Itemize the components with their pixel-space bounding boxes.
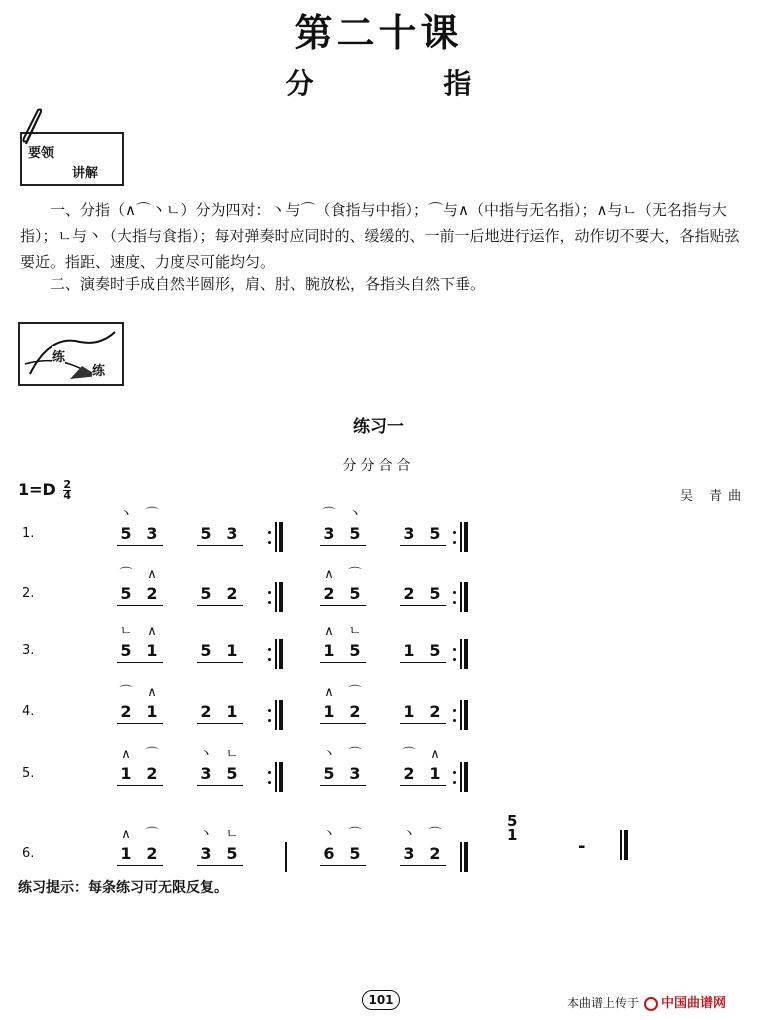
barline-thin <box>460 700 462 730</box>
notes <box>195 702 251 722</box>
final-chord-top-note: 5 <box>507 812 518 830</box>
fingering-mark: 丶 <box>199 747 213 762</box>
fingering-mark: 丶 <box>348 507 362 522</box>
barline-thin <box>275 522 277 552</box>
notes <box>398 844 454 864</box>
measure <box>195 508 251 558</box>
fingering-mark: ∧ <box>324 567 334 582</box>
measure <box>195 625 251 675</box>
fingering-mark: ㄴ <box>225 747 239 762</box>
barline-thick <box>464 639 468 669</box>
note: 5 <box>120 584 132 603</box>
practice-tip: 练习提示：每条练习可无限反复。 <box>18 880 228 896</box>
notes <box>115 702 171 722</box>
eighth-underline <box>117 605 163 606</box>
lesson-title: 第二十课 <box>294 10 463 55</box>
barline-thick <box>464 582 468 612</box>
measure <box>398 568 454 618</box>
notes <box>318 764 374 784</box>
row-number: 2. <box>22 586 35 601</box>
note: 2 <box>146 584 158 603</box>
notes <box>398 641 454 661</box>
notes <box>115 764 171 784</box>
note: 5 <box>323 764 335 783</box>
notes <box>195 584 251 604</box>
fingering-mark: ⌒ <box>145 827 159 842</box>
measure <box>318 508 374 558</box>
note: 2 <box>146 844 158 863</box>
note: 3 <box>226 524 238 543</box>
notes <box>318 641 374 661</box>
note: 5 <box>429 584 441 603</box>
measure <box>318 625 374 675</box>
lesson-subtitle: 分 指 <box>285 67 532 100</box>
barline-thin <box>460 762 462 792</box>
repeat-dot <box>268 541 271 544</box>
fingering-mark: ⌒ <box>348 747 362 762</box>
note: 2 <box>146 764 158 783</box>
eighth-underline <box>117 662 163 663</box>
fingering-mark: ㄴ <box>119 624 133 639</box>
measure <box>318 748 374 798</box>
paragraph-2: 二、演奏时手成自然半圆形，肩、肘、腕放松，各指头自然下垂。 <box>50 275 486 293</box>
eighth-underline <box>197 545 243 546</box>
practice-label-line2: 练 <box>92 360 105 379</box>
measure <box>115 568 171 618</box>
final-chord-bottom-note: 1 <box>507 826 518 844</box>
note: 5 <box>429 641 441 660</box>
note: 5 <box>349 844 361 863</box>
fingering-mark: ⌒ <box>402 747 416 762</box>
exercise-subheading: 分分合合 <box>342 458 415 474</box>
note: 2 <box>226 584 238 603</box>
paragraph-1: 一、分指（∧⌒丶ㄴ）分为四对：丶与⌒（食指与中指）；⌒与∧（中指与无名指）；∧与ㄴ（无名指与大指）；ㄴ与丶（大指与食指）；每对弹奏时应同时的、缓缓的、一前一后地进行运作，动作切不要大，各指贴弦要近。指距、速度、力度尽可能均匀。 <box>20 201 740 271</box>
measure <box>398 625 454 675</box>
barline-thin <box>275 762 277 792</box>
fingering-mark: ⌒ <box>428 827 442 842</box>
time-top: 2 <box>63 478 72 491</box>
barline-thin <box>460 522 462 552</box>
fingering-mark: ⌒ <box>119 567 133 582</box>
fingering-mark: ⌒ <box>348 827 362 842</box>
sustain-dash: - <box>578 836 586 857</box>
measure <box>195 828 251 878</box>
barline-thin <box>275 639 277 669</box>
repeat-dot <box>453 648 456 651</box>
fingering-mark: 丶 <box>402 827 416 842</box>
measure <box>195 748 251 798</box>
fingering-mark: ∧ <box>147 624 157 639</box>
fingering-mark: ∧ <box>121 747 131 762</box>
fingering-mark: ⌒ <box>348 567 362 582</box>
notes <box>318 702 374 722</box>
repeat-dot <box>453 709 456 712</box>
eighth-underline <box>400 605 446 606</box>
note: 1 <box>429 764 441 783</box>
note: 1 <box>120 764 132 783</box>
notes <box>115 844 171 864</box>
section-label-line2: 讲解 <box>72 166 99 181</box>
eighth-underline <box>400 545 446 546</box>
note: 1 <box>323 702 335 721</box>
measure <box>115 508 171 558</box>
measure <box>115 748 171 798</box>
eighth-underline <box>320 662 366 663</box>
note: 5 <box>226 844 238 863</box>
note: 3 <box>146 524 158 543</box>
note: 1 <box>120 844 132 863</box>
note: 2 <box>200 702 212 721</box>
fingering-mark: ∧ <box>430 747 440 762</box>
eighth-underline <box>320 545 366 546</box>
note: 2 <box>120 702 132 721</box>
logo-icon <box>644 997 658 1011</box>
repeat-dot <box>268 531 271 534</box>
eighth-underline <box>197 605 243 606</box>
note: 1 <box>226 702 238 721</box>
note: 3 <box>200 844 212 863</box>
note: 5 <box>120 524 132 543</box>
measure <box>318 568 374 618</box>
note: 2 <box>403 764 415 783</box>
note: 5 <box>349 584 361 603</box>
repeat-dot <box>268 601 271 604</box>
logo-text: 中国曲谱网 <box>661 996 727 1011</box>
barline-thick <box>279 522 283 552</box>
fingering-mark: ㄴ <box>225 827 239 842</box>
measure <box>398 686 454 736</box>
barline-thin <box>275 700 277 730</box>
fingering-mark: 丶 <box>322 827 336 842</box>
measure <box>398 828 454 878</box>
notes <box>115 524 171 544</box>
measure <box>115 686 171 736</box>
notes <box>318 844 374 864</box>
fingering-mark: ⌒ <box>119 685 133 700</box>
note: 1 <box>146 641 158 660</box>
eighth-underline <box>117 865 163 866</box>
notes <box>398 584 454 604</box>
notes <box>318 524 374 544</box>
fingering-mark: ∧ <box>324 624 334 639</box>
fingering-mark: ∧ <box>147 567 157 582</box>
site-logo <box>644 992 726 1011</box>
barline-thick <box>464 842 468 872</box>
repeat-dot <box>268 658 271 661</box>
measure <box>398 508 454 558</box>
eighth-underline <box>400 785 446 786</box>
repeat-dot <box>453 601 456 604</box>
eighth-underline <box>117 723 163 724</box>
barline-thick <box>464 762 468 792</box>
notes <box>115 584 171 604</box>
row-number: 5. <box>22 766 35 781</box>
eighth-underline <box>400 865 446 866</box>
eighth-underline <box>320 785 366 786</box>
row-number: 1. <box>22 526 35 541</box>
page-number: 101 <box>362 990 400 1010</box>
row-number: 6. <box>22 846 35 861</box>
note: 5 <box>349 524 361 543</box>
note: 5 <box>120 641 132 660</box>
measure <box>318 828 374 878</box>
repeat-dot <box>453 781 456 784</box>
fingering-mark: ⌒ <box>348 685 362 700</box>
notes <box>195 641 251 661</box>
final-chord <box>507 814 517 842</box>
note: 1 <box>226 641 238 660</box>
note: 1 <box>403 702 415 721</box>
measure <box>318 686 374 736</box>
eighth-underline <box>400 662 446 663</box>
measure <box>398 748 454 798</box>
eighth-underline <box>117 545 163 546</box>
notes <box>318 584 374 604</box>
composer-credit: 吴 青曲 <box>680 489 748 504</box>
repeat-dot <box>453 531 456 534</box>
note: 3 <box>200 764 212 783</box>
practice-label-line1: 练 <box>52 346 65 365</box>
note: 1 <box>403 641 415 660</box>
note: 5 <box>349 641 361 660</box>
measure <box>115 625 171 675</box>
eighth-underline <box>400 723 446 724</box>
barline-thin <box>460 639 462 669</box>
note: 5 <box>429 524 441 543</box>
measure <box>195 686 251 736</box>
notes <box>195 524 251 544</box>
practice-illustration-icon <box>20 324 122 384</box>
note: 3 <box>349 764 361 783</box>
note: 2 <box>349 702 361 721</box>
eighth-underline <box>320 605 366 606</box>
notes <box>195 764 251 784</box>
note: 6 <box>323 844 335 863</box>
eighth-underline <box>197 785 243 786</box>
key-text: 1=D <box>18 480 56 499</box>
repeat-dot <box>268 781 271 784</box>
row-number: 3. <box>22 643 35 658</box>
time-signature <box>63 480 71 501</box>
eighth-underline <box>117 785 163 786</box>
repeat-dot <box>268 719 271 722</box>
note: 2 <box>429 844 441 863</box>
eighth-underline <box>320 723 366 724</box>
note: 3 <box>403 844 415 863</box>
note: 3 <box>403 524 415 543</box>
barline-thin <box>460 842 462 872</box>
repeat-dot <box>453 658 456 661</box>
note: 1 <box>323 641 335 660</box>
fingering-mark: 丶 <box>322 747 336 762</box>
repeat-dot <box>268 591 271 594</box>
repeat-dot <box>453 719 456 722</box>
section-label-box-practice <box>18 322 124 386</box>
eighth-underline <box>197 723 243 724</box>
upload-notice: 本曲谱上传于 <box>567 996 640 1010</box>
fingering-mark: ⌒ <box>322 507 336 522</box>
notes <box>115 641 171 661</box>
note: 5 <box>226 764 238 783</box>
barline-thick <box>279 639 283 669</box>
notes <box>398 702 454 722</box>
repeat-dot <box>453 541 456 544</box>
barline-thin <box>620 830 622 860</box>
fingering-mark: ∧ <box>324 685 334 700</box>
barline-thick <box>279 762 283 792</box>
eighth-underline <box>320 865 366 866</box>
barline-thin <box>285 842 287 872</box>
fingering-mark: 丶 <box>119 507 133 522</box>
repeat-dot <box>268 771 271 774</box>
exercise-heading: 练习一 <box>353 417 404 437</box>
note: 2 <box>429 702 441 721</box>
notes <box>195 844 251 864</box>
fingering-mark: ⌒ <box>145 507 159 522</box>
fingering-mark: ㄴ <box>348 624 362 639</box>
barline-thin <box>460 582 462 612</box>
repeat-dot <box>453 771 456 774</box>
section-label-line1: 要领 <box>28 146 55 161</box>
measure <box>195 568 251 618</box>
note: 2 <box>403 584 415 603</box>
fingering-mark: ∧ <box>147 685 157 700</box>
paperclip-icon <box>18 108 48 148</box>
time-bottom: 4 <box>63 489 72 502</box>
measure <box>115 828 171 878</box>
barline-thick <box>279 700 283 730</box>
fingering-mark: ∧ <box>121 827 131 842</box>
note: 2 <box>323 584 335 603</box>
note: 5 <box>200 524 212 543</box>
fingering-mark: ⌒ <box>145 747 159 762</box>
barline-thin <box>275 582 277 612</box>
barline-thick <box>464 522 468 552</box>
notes <box>398 764 454 784</box>
barline-thick <box>464 700 468 730</box>
barline-thick <box>279 582 283 612</box>
key-signature <box>18 480 71 501</box>
note: 5 <box>200 641 212 660</box>
row-number: 4. <box>22 704 35 719</box>
repeat-dot <box>268 648 271 651</box>
eighth-underline <box>197 865 243 866</box>
repeat-dot <box>453 591 456 594</box>
note: 1 <box>146 702 158 721</box>
note: 3 <box>323 524 335 543</box>
note: 5 <box>200 584 212 603</box>
eighth-underline <box>197 662 243 663</box>
barline-thick <box>624 830 628 860</box>
repeat-dot <box>268 709 271 712</box>
fingering-mark: 丶 <box>199 827 213 842</box>
notes <box>398 524 454 544</box>
